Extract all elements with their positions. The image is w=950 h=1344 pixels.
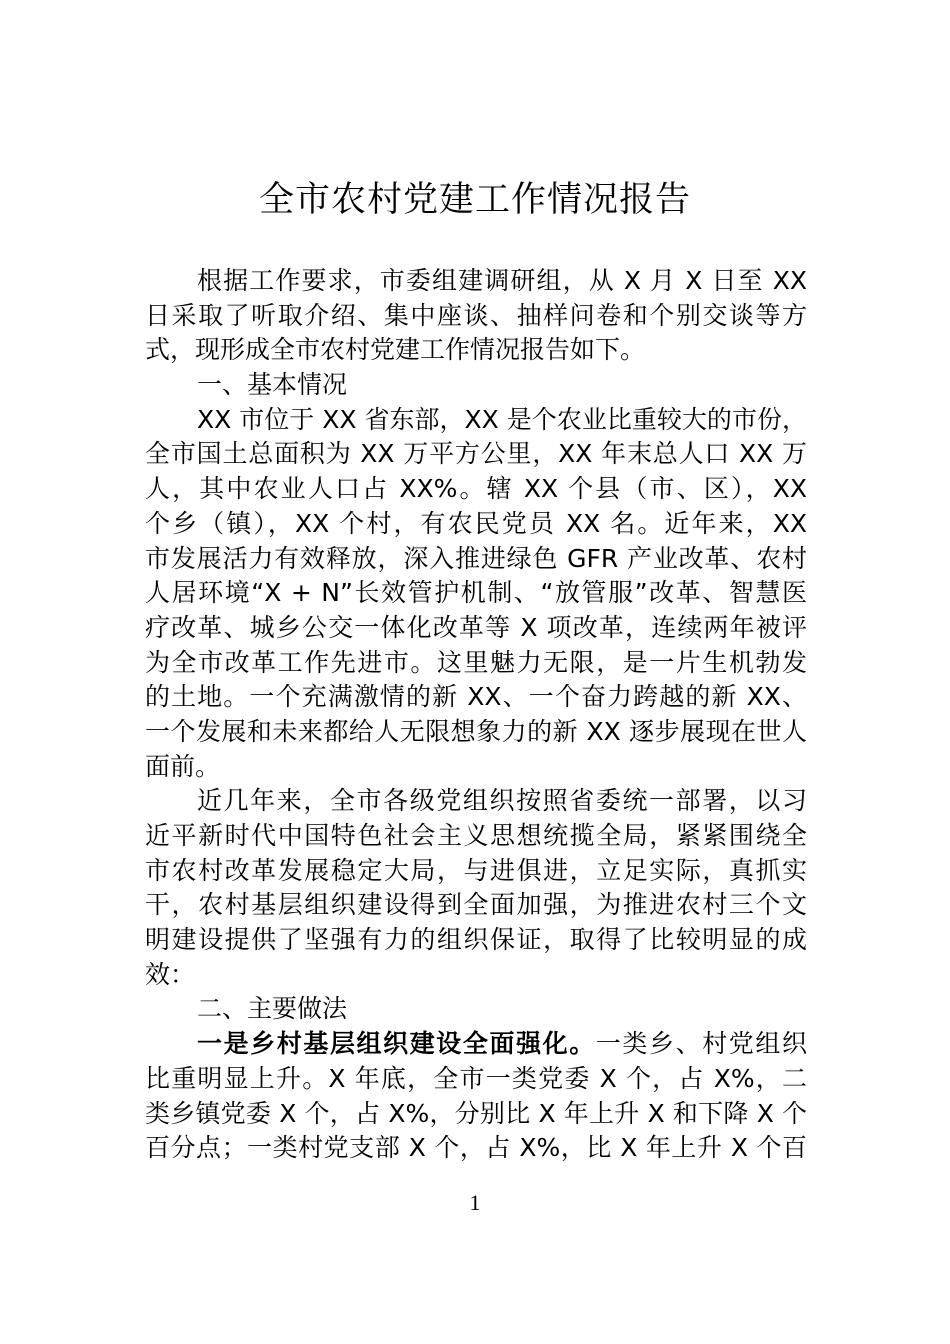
text-line: 人居环境“X + N”长效管护机制、“放管服”改革、智慧医 [145,578,807,608]
text-line: 明建设提供了坚强有力的组织保证，取得了比较明显的成 [145,925,807,955]
text-line: 市农村改革发展稳定大局，与进俱进，立足实际，真抓实 [145,855,807,885]
text-line: 的土地。一个充满激情的新 XX、一个奋力跨越的新 XX、 [145,682,807,712]
text-line: 面前。 [145,751,221,781]
text-line: 近平新时代中国特色社会主义思想统揽全局，紧紧围绕全 [145,821,807,850]
text-line: 效： [145,959,196,989]
bold-lead: 一是乡村基层组织建设全面强化。 [197,1029,596,1059]
section-heading-methods: 二、主要做法 [197,994,348,1024]
document-title: 全市农村党建工作情况报告 [258,180,691,220]
text-line: 根据工作要求，市委组建调研组，从 X 月 X 日至 XX [197,266,807,295]
text-line: 市发展活力有效释放，深入推进绿色 GFR 产业改革、农村 [145,543,807,573]
text-line: XX 市位于 XX 省东部，XX 是个农业比重较大的市份， [197,404,807,434]
text-line [145,1027,807,1062]
document-body [145,264,807,1166]
text-line: 百分点；一类村党支部 X 个，占 X%，比 X 年上升 X 个百 [145,1133,807,1163]
text-line: 个乡（镇），XX 个村，有农民党员 XX 名。近年来，XX [145,508,807,538]
section-heading-basic: 一、基本情况 [197,370,348,400]
text-line: 疗改革、城乡公交一体化改革等 X 项改革，连续两年被评 [145,612,807,642]
text-line: 全市国土总面积为 XX 万平方公里，XX 年末总人口 XX 万 [145,439,807,469]
text-line: 日采取了听取介绍、集中座谈、抽样问卷和个别交谈等方 [145,300,807,330]
text-line: 近几年来，全市各级党组织按照省委统一部署，以习 [197,786,807,816]
text-line: 类乡镇党委 X 个，占 X%，分别比 X 年上升 X 和下降 X 个 [145,1098,807,1128]
text-line: 干，农村基层组织建设得到全面加强，为推进农村三个文 [145,890,807,920]
text-line: 为全市改革工作先进市。这里魅力无限，是一片生机勃发 [145,647,807,677]
text-line: 比重明显上升。X 年底，全市一类党委 X 个，占 X%，二 [145,1063,807,1093]
text-line: 一个发展和未来都给人无限想象力的新 XX 逐步展现在世人 [145,716,807,746]
page-number: 1 [469,1190,481,1215]
paragraph-intro [145,264,807,368]
text-span: 一类乡、村党组织 [595,1029,807,1059]
text-line: 人，其中农业人口占 XX%。辖 XX 个县（市、区），XX [145,474,807,504]
paragraph-method-one [145,1027,807,1166]
paragraph-achievements [145,784,807,992]
paragraph-basic-info [145,403,807,785]
text-line: 式，现形成全市农村党建工作情况报告如下。 [145,335,646,365]
